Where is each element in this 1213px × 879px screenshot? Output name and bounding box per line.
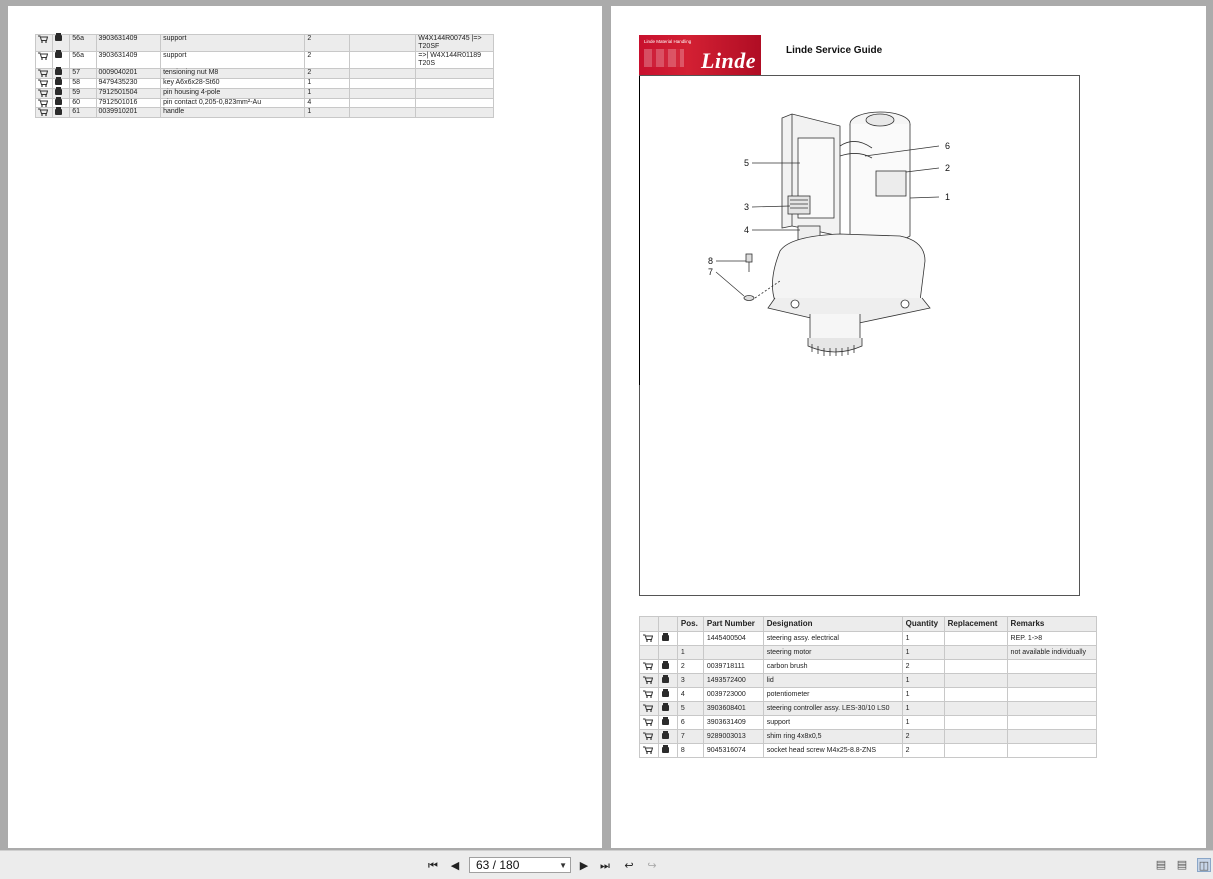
cart-icon xyxy=(38,99,48,107)
callout-3: 3 xyxy=(744,202,750,212)
cart-icon xyxy=(38,89,48,97)
two-page-view-icon[interactable]: ◫ xyxy=(1198,860,1210,872)
chevron-down-icon[interactable]: ▼ xyxy=(559,861,567,870)
cell-designation: shim ring 4x8x0,5 xyxy=(763,730,902,744)
cell-replacement xyxy=(349,98,416,108)
cell-quantity: 2 xyxy=(305,69,349,79)
add-to-cart-cell[interactable] xyxy=(36,78,53,88)
add-to-cart-cell[interactable] xyxy=(36,98,53,108)
cell-part-number: 3903631409 xyxy=(703,716,763,730)
cart-icon xyxy=(38,52,48,60)
steering-assembly-drawing xyxy=(640,76,1079,595)
cell-pos: 2 xyxy=(677,660,703,674)
forward-view-icon: ↪ xyxy=(647,860,657,872)
document-cell[interactable] xyxy=(658,702,677,716)
add-to-cart-cell[interactable] xyxy=(36,35,53,52)
cell-pos: 58 xyxy=(70,78,96,88)
cell-quantity: 1 xyxy=(305,88,349,98)
cart-icon xyxy=(643,732,653,740)
cell-part-number: 9289003013 xyxy=(703,730,763,744)
cell-remarks xyxy=(1007,744,1096,758)
cell-designation: pin housing 4-pole xyxy=(161,88,305,98)
cell-replacement xyxy=(349,78,416,88)
document-icon xyxy=(55,52,62,58)
cell-part-number: 0039723000 xyxy=(703,688,763,702)
header-remarks: Remarks xyxy=(1007,617,1096,632)
cart-icon xyxy=(38,35,48,43)
cell-remarks: not available individually xyxy=(1007,646,1096,660)
cell-pos: 8 xyxy=(677,744,703,758)
back-view-icon[interactable]: ↩ xyxy=(624,860,634,872)
document-cell[interactable] xyxy=(658,744,677,758)
add-to-cart-cell[interactable] xyxy=(640,744,659,758)
cell-quantity: 4 xyxy=(305,98,349,108)
table-row xyxy=(36,108,494,118)
header-replacement: Replacement xyxy=(944,617,1007,632)
page-title: Linde Service Guide xyxy=(786,45,883,56)
add-to-cart-cell[interactable] xyxy=(640,688,659,702)
cell-designation: key A6x6x28-St60 xyxy=(161,78,305,88)
callout-4: 4 xyxy=(744,225,750,235)
viewer-toolbar xyxy=(0,850,1213,879)
cell-designation: pin contact 0,205-0,823mm²-Au xyxy=(161,98,305,108)
add-to-cart-cell[interactable] xyxy=(36,108,53,118)
cell-remarks: REP. 1->8 xyxy=(1007,632,1096,646)
cell-quantity: 1 xyxy=(902,702,944,716)
table-row xyxy=(640,730,1097,744)
header-pos: Pos. xyxy=(677,617,703,632)
cell-designation: steering motor xyxy=(763,646,902,660)
cell-replacement xyxy=(944,716,1007,730)
next-page-icon[interactable]: ▶ xyxy=(579,860,589,872)
add-to-cart-cell[interactable] xyxy=(36,69,53,79)
document-icon xyxy=(662,719,669,725)
cell-designation: potentiometer xyxy=(763,688,902,702)
document-icon xyxy=(55,109,62,115)
cell-designation: steering controller assy. LES-30/10 LS0 xyxy=(763,702,902,716)
cell-remarks xyxy=(1007,674,1096,688)
add-to-cart-cell[interactable] xyxy=(36,52,53,69)
document-icon xyxy=(662,663,669,669)
cell-remarks: =>| W4X144R01189 T20S xyxy=(416,52,494,69)
document-icon xyxy=(662,677,669,683)
exploded-view-figure xyxy=(639,75,1080,596)
cell-replacement xyxy=(944,688,1007,702)
cell-remarks xyxy=(416,98,494,108)
document-cell[interactable] xyxy=(658,716,677,730)
cell-quantity: 2 xyxy=(902,660,944,674)
table-row xyxy=(640,646,1097,660)
cart-icon xyxy=(643,690,653,698)
cell-remarks xyxy=(416,108,494,118)
cell-quantity: 1 xyxy=(902,674,944,688)
parts-table-continued xyxy=(35,34,494,118)
cell-part-number: 3903608401 xyxy=(703,702,763,716)
cell-part-number: 9045316074 xyxy=(703,744,763,758)
linde-logo xyxy=(639,35,761,76)
cell-designation: tensioning nut M8 xyxy=(161,69,305,79)
table-row xyxy=(640,660,1097,674)
add-to-cart-cell[interactable] xyxy=(640,702,659,716)
cell-replacement xyxy=(349,108,416,118)
cart-icon xyxy=(38,79,48,87)
document-icon xyxy=(55,79,62,85)
page-indicator: 63 / 180 xyxy=(476,858,520,872)
cell-replacement xyxy=(349,52,416,69)
page-number-input[interactable] xyxy=(469,857,571,873)
pdf-page-left xyxy=(8,6,602,848)
parts-table xyxy=(639,616,1097,758)
document-icon xyxy=(662,635,669,641)
logo-wordmark: Linde xyxy=(700,48,756,73)
cell-part-number: 0009040201 xyxy=(96,69,161,79)
header-designation: Designation xyxy=(763,617,902,632)
cell-designation: steering assy. electrical xyxy=(763,632,902,646)
cell-designation: handle xyxy=(161,108,305,118)
document-cell[interactable] xyxy=(658,660,677,674)
callout-1: 1 xyxy=(945,192,951,202)
first-page-icon[interactable]: ⏮ xyxy=(428,860,438,872)
cell-replacement xyxy=(944,646,1007,660)
cell-designation: support xyxy=(763,716,902,730)
add-to-cart-cell xyxy=(640,646,659,660)
table-row xyxy=(640,674,1097,688)
prev-page-icon[interactable]: ◀ xyxy=(450,860,460,872)
cell-pos: 59 xyxy=(70,88,96,98)
cell-part-number: 0039718111 xyxy=(703,660,763,674)
callout-8: 8 xyxy=(708,256,714,266)
cell-part-number: 7912501504 xyxy=(96,88,161,98)
pdf-page-right xyxy=(611,6,1206,848)
add-to-cart-cell[interactable] xyxy=(640,660,659,674)
cell-pos: 56a xyxy=(70,52,96,69)
cell-pos xyxy=(677,632,703,646)
cell-replacement xyxy=(944,730,1007,744)
table-row xyxy=(36,35,494,52)
cell-replacement xyxy=(944,702,1007,716)
cell-remarks xyxy=(416,69,494,79)
cell-part-number: 7912501016 xyxy=(96,98,161,108)
cell-remarks xyxy=(1007,688,1096,702)
table-header-row xyxy=(640,617,1097,632)
cell-remarks xyxy=(1007,716,1096,730)
cell-remarks xyxy=(1007,730,1096,744)
callout-6: 6 xyxy=(945,141,951,151)
cell-quantity: 1 xyxy=(902,632,944,646)
document-cell[interactable] xyxy=(658,632,677,646)
document-icon xyxy=(662,747,669,753)
add-to-cart-cell[interactable] xyxy=(640,632,659,646)
document-icon xyxy=(662,733,669,739)
cell-designation: carbon brush xyxy=(763,660,902,674)
table-row xyxy=(640,716,1097,730)
table-row xyxy=(36,88,494,98)
document-cell[interactable] xyxy=(53,52,70,69)
single-page-view-icon[interactable]: ▤ xyxy=(1155,859,1167,871)
header-part-number: Part Number xyxy=(703,617,763,632)
document-cell[interactable] xyxy=(658,730,677,744)
cell-replacement xyxy=(944,674,1007,688)
callout-2: 2 xyxy=(945,163,951,173)
document-icon xyxy=(662,691,669,697)
document-icon xyxy=(662,705,669,711)
table-row xyxy=(640,688,1097,702)
cell-remarks: W4X144R00745 |=> T20SF xyxy=(416,35,494,52)
cell-designation: support xyxy=(161,35,305,52)
cell-remarks xyxy=(416,88,494,98)
cart-icon xyxy=(643,662,653,670)
cell-designation: support xyxy=(161,52,305,69)
callout-5: 5 xyxy=(744,158,750,168)
document-icon xyxy=(55,35,62,41)
cell-quantity: 1 xyxy=(902,716,944,730)
cell-part-number: 1445400504 xyxy=(703,632,763,646)
cart-icon xyxy=(643,704,653,712)
last-page-icon[interactable]: ⏭ xyxy=(600,860,610,872)
document-cell xyxy=(658,646,677,660)
cell-part-number xyxy=(703,646,763,660)
cell-pos: 5 xyxy=(677,702,703,716)
document-cell[interactable] xyxy=(658,688,677,702)
callout-7: 7 xyxy=(708,267,714,277)
table-row xyxy=(640,632,1097,646)
table-row xyxy=(36,69,494,79)
logo-tagline: Linde Material Handling xyxy=(644,39,692,44)
cart-icon xyxy=(643,634,653,642)
document-cell[interactable] xyxy=(53,35,70,52)
document-cell[interactable] xyxy=(658,674,677,688)
cell-remarks xyxy=(1007,660,1096,674)
cart-icon xyxy=(643,746,653,754)
cell-part-number: 1493572400 xyxy=(703,674,763,688)
document-icon xyxy=(55,89,62,95)
cell-remarks xyxy=(416,78,494,88)
cart-icon xyxy=(643,676,653,684)
cell-quantity: 1 xyxy=(305,108,349,118)
continuous-view-icon[interactable]: ▤ xyxy=(1176,859,1188,871)
add-to-cart-cell[interactable] xyxy=(36,88,53,98)
cell-pos: 6 xyxy=(677,716,703,730)
table-row xyxy=(640,744,1097,758)
cell-pos: 60 xyxy=(70,98,96,108)
cart-icon xyxy=(643,718,653,726)
cell-quantity: 1 xyxy=(902,646,944,660)
cell-part-number: 9479435230 xyxy=(96,78,161,88)
cell-quantity: 1 xyxy=(305,78,349,88)
cell-pos: 3 xyxy=(677,674,703,688)
cart-icon xyxy=(38,69,48,77)
table-row xyxy=(36,98,494,108)
cell-remarks xyxy=(1007,702,1096,716)
cell-quantity: 2 xyxy=(305,52,349,69)
cell-pos: 1 xyxy=(677,646,703,660)
add-to-cart-cell[interactable] xyxy=(640,716,659,730)
cell-part-number: 0039910201 xyxy=(96,108,161,118)
add-to-cart-cell[interactable] xyxy=(640,730,659,744)
cell-part-number: 3903631409 xyxy=(96,52,161,69)
cell-pos: 61 xyxy=(70,108,96,118)
table-row xyxy=(36,52,494,69)
cell-replacement xyxy=(349,88,416,98)
header-quantity: Quantity xyxy=(902,617,944,632)
cell-designation: lid xyxy=(763,674,902,688)
cell-part-number: 3903631409 xyxy=(96,35,161,52)
cell-quantity: 2 xyxy=(902,744,944,758)
document-icon xyxy=(55,99,62,105)
cell-pos: 7 xyxy=(677,730,703,744)
cell-replacement xyxy=(944,660,1007,674)
table-row xyxy=(640,702,1097,716)
document-cell[interactable] xyxy=(53,108,70,118)
add-to-cart-cell[interactable] xyxy=(640,674,659,688)
table-row xyxy=(36,78,494,88)
document-icon xyxy=(55,69,62,75)
cell-pos: 56a xyxy=(70,35,96,52)
cell-pos: 57 xyxy=(70,69,96,79)
cell-replacement xyxy=(944,744,1007,758)
cart-icon xyxy=(38,108,48,116)
cell-replacement xyxy=(349,69,416,79)
cell-replacement xyxy=(944,632,1007,646)
cell-replacement xyxy=(349,35,416,52)
cell-quantity: 1 xyxy=(902,688,944,702)
cell-quantity: 2 xyxy=(305,35,349,52)
cell-quantity: 2 xyxy=(902,730,944,744)
cell-pos: 4 xyxy=(677,688,703,702)
cell-designation: socket head screw M4x25-8.8-ZNS xyxy=(763,744,902,758)
